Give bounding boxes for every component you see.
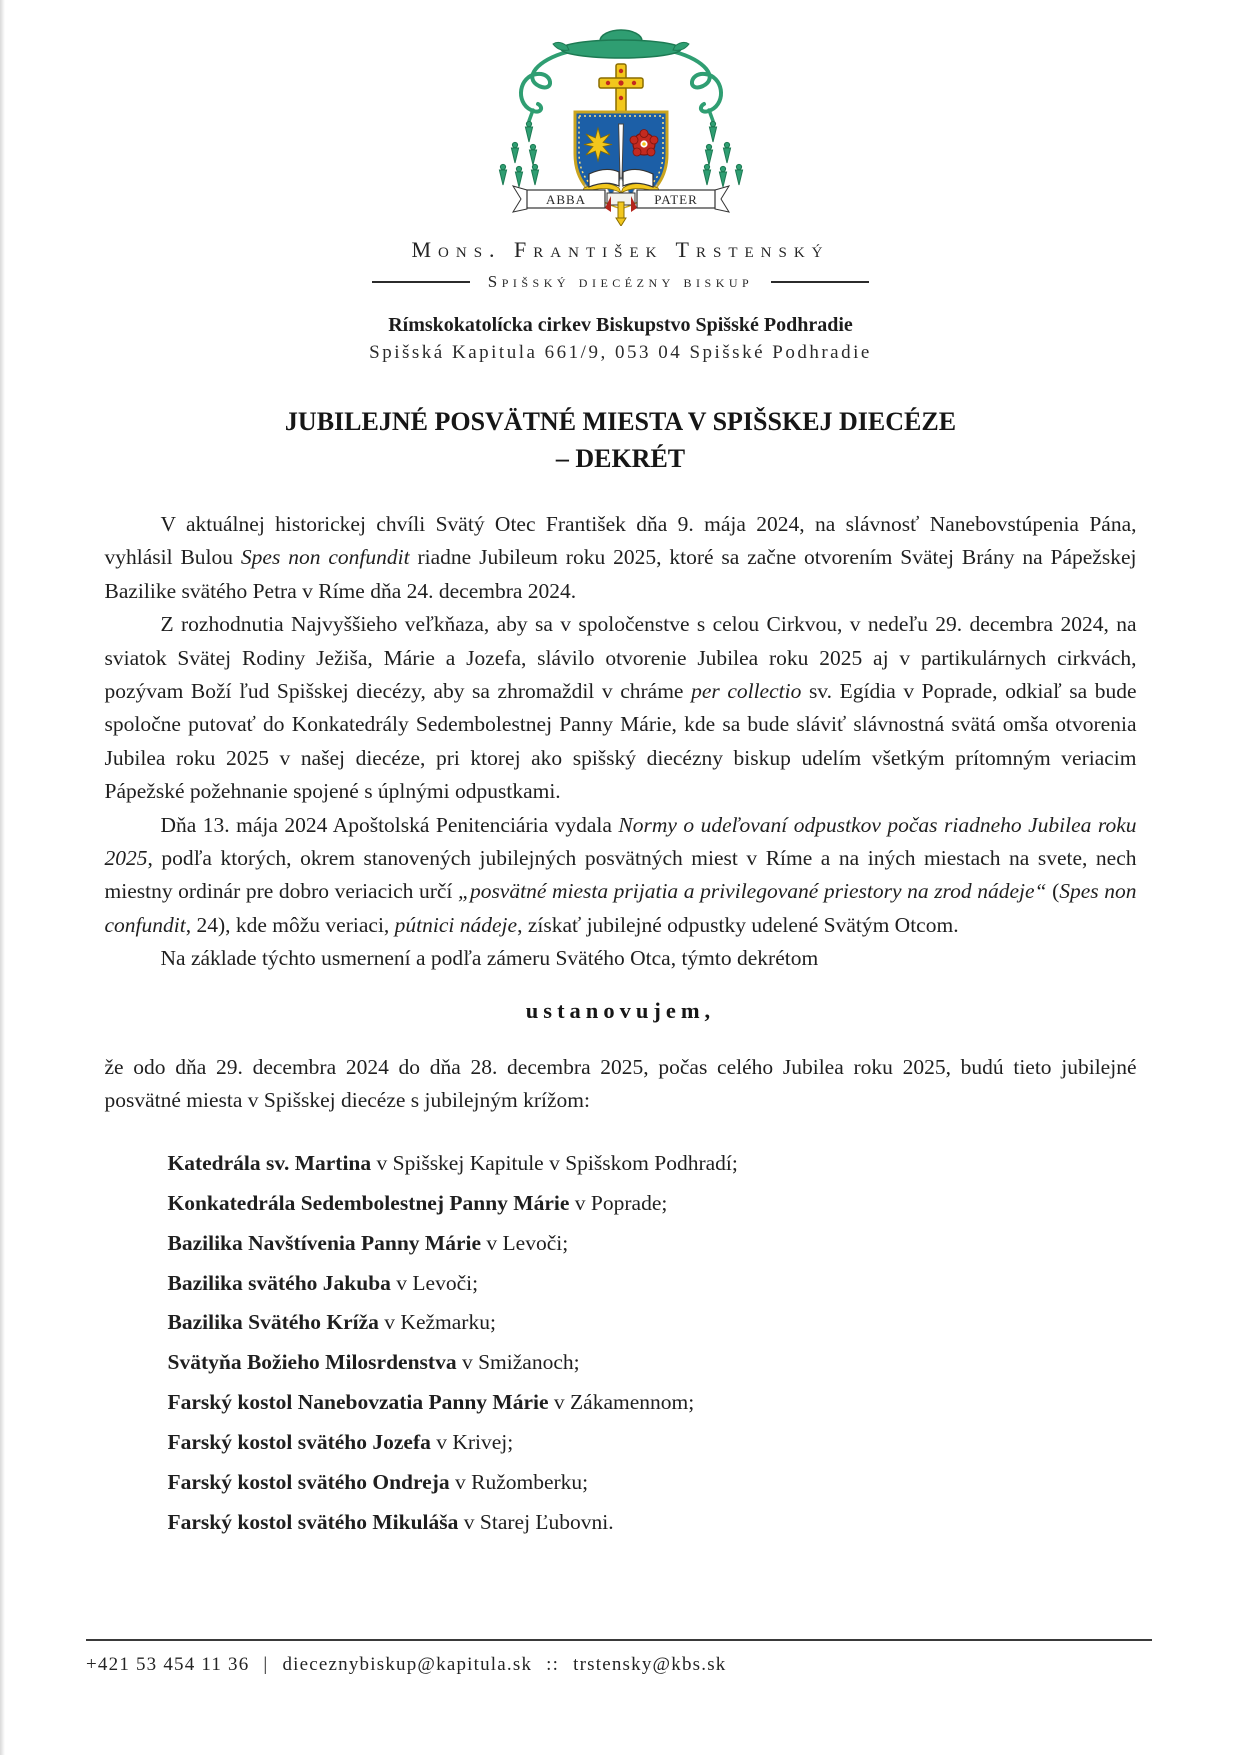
text-run: per collectio: [691, 678, 802, 703]
place-item: [168, 1423, 1137, 1463]
text-run: riadne Jubileum roku 2025, ktoré sa začne otvorením Svätej Brány na Pápežskej Bazilike svätého Petra v Ríme dňa 24. decembra 2024.: [104, 545, 1137, 603]
place-location: v Spišskej Kapitule v Spišskom Podhradí;: [371, 1150, 738, 1175]
text-run: , 24), kde môžu veriaci,: [185, 912, 395, 937]
place-location: v Poprade;: [569, 1190, 668, 1215]
place-location: v Ružomberku;: [449, 1470, 589, 1495]
place-name: Farský kostol svätého Ondreja: [167, 1470, 450, 1495]
page-footer: [86, 1639, 1152, 1676]
place-location: v Starej Ľubovni.: [458, 1510, 614, 1535]
right-rule: [771, 281, 869, 283]
place-name: Farský kostol svätého Jozefa: [167, 1430, 431, 1455]
text-run: „posvätné miesta prijatia a privilegované priestory na zrod nádeje“: [457, 879, 1047, 904]
place-location: v Smižanoch;: [456, 1350, 580, 1375]
text-run: Normy o udeľovaní odpustkov počas riadneho Jubilea roku 2025: [104, 812, 1137, 871]
bishop-name: Mons. František Trstenský: [411, 237, 830, 262]
footer-separator: |: [263, 1654, 269, 1675]
place-item: [168, 1144, 1137, 1184]
place-name: Farský kostol svätého Mikuláša: [167, 1510, 459, 1535]
document-title-line1: JUBILEJNÉ POSVÄTNÉ MIESTA V SPIŠSKEJ DIECÉZE: [284, 407, 957, 436]
place-name: Bazilika svätého Jakuba: [167, 1270, 391, 1295]
galero-hat-icon: [553, 30, 689, 58]
motto-pater: PATER: [653, 192, 698, 207]
place-location: v Zákamennom;: [548, 1390, 695, 1415]
place-item: [168, 1503, 1137, 1543]
organization-name: Rímskokatolícka cirkev Biskupstvo Spišské Podhradie: [388, 314, 853, 336]
place-name: Farský kostol Nanebovzatia Panny Márie: [167, 1390, 549, 1415]
text-run: V aktuálnej historickej chvíli Svätý Otec František dňa 9. mája 2024, na slávnosť Nanebovstúpenia Pána, vyhlásil Bulou: [104, 511, 1137, 570]
text-run: že odo dňa 29. decembra 2024 do dňa 28. decembra 2025, počas celého Jubilea roku 2025, budú tieto jubilejné posvätné miesta v Spišskej diecéze s jubilejným krížom:: [104, 1054, 1137, 1113]
left-rule: [372, 281, 470, 283]
place-item: [168, 1343, 1137, 1383]
place-location: v Krivej;: [430, 1430, 514, 1455]
place-item: [168, 1184, 1137, 1224]
place-item: [168, 1303, 1137, 1343]
place-item: [168, 1463, 1137, 1503]
document-title-line2: – DEKRÉT: [555, 443, 686, 473]
paragraph: [105, 809, 1137, 943]
place-location: v Levoči;: [390, 1270, 479, 1295]
paragraphs: [105, 508, 1137, 976]
coat-of-arms-graphic: [471, 26, 771, 226]
place-location: v Kežmarku;: [378, 1310, 496, 1335]
sword-icon: [618, 124, 623, 178]
motto-abba: ABBA: [545, 192, 586, 207]
email-diocese: dieceznybiskup@kapitula.sk: [282, 1654, 533, 1675]
place-location: v Levoči;: [481, 1230, 569, 1255]
document-body: [105, 508, 1137, 1544]
place-name: Svätyňa Božieho Milosrdenstva: [167, 1350, 457, 1375]
footer-separator-2: ::: [546, 1654, 560, 1675]
paragraph: [105, 508, 1137, 608]
text-run: , získať jubilejné odpustky udelené Svätým Otcom.: [517, 912, 959, 937]
declaration: ustanovujem,: [525, 997, 716, 1023]
text-run: Spes non confundit: [104, 879, 1137, 937]
text-run: (: [1046, 879, 1060, 904]
cross-icon: [599, 64, 643, 112]
subtitle-row: [0, 272, 1241, 292]
place-item: [168, 1264, 1137, 1304]
text-run: Z rozhodnutia Najvyššieho veľkňaza, aby sa v spoločenstve s celou Cirkvou, v nedeľu 29. decembra 2024, na sviatok Svätej Rodiny Ježiša, Márie a Jozefa, slávilo otvorenie Jubilea roku 2025 aj v partikulárnych cirkvách, pozývam Boží ľud Spišskej diecézy, aby sa zhromaždil v chráme: [104, 612, 1137, 703]
place-name: Katedrála sv. Martina: [167, 1150, 372, 1175]
text-run: , podľa ktorých, okrem stanovených jubilejných posvätných miest v Ríme a na iných miestach na svete, nech miestny ordinár pre dobro veriacich určí: [104, 846, 1137, 904]
place-name: Bazilika Navštívenia Panny Márie: [167, 1230, 482, 1255]
email-bishop: trstensky@kbs.sk: [573, 1654, 727, 1675]
text-run: Dňa 13. mája 2024 Apoštolská Penitenciária vydala: [160, 812, 619, 837]
text-run: Na základe týchto usmernení a podľa zámeru Svätého Otca, týmto dekrétom: [160, 946, 819, 971]
text-run: sv. Egídia v Poprade, odkiaľ sa bude spoločne putovať do Konkatedrály Sedembolestnej Panny Márie, kde sa bude sláviť slávnostná svätá omša otvorenia Jubilea roku 2025 v našej diecéze, pri ktorej ako spišský diecézny biskup udelím všetkým prítomným veriacim Pápežské požehnanie spojené s úplnými odpustkami.: [104, 678, 1137, 804]
paragraph: [105, 942, 1137, 975]
places-list: [168, 1144, 1137, 1544]
document-title: [0, 404, 1241, 478]
paragraph-after-declaration: [105, 1051, 1137, 1118]
coat-of-arms: [0, 0, 1241, 231]
place-item: [168, 1383, 1137, 1423]
text-run: Spes non confundit: [240, 545, 410, 570]
organization-address: Spišská Kapitula 661/9, 053 04 Spišské Podhradie: [369, 342, 872, 363]
phone-number: +421 53 454 11 36: [86, 1654, 250, 1675]
place-name: Konkatedrála Sedembolestnej Panny Márie: [167, 1190, 570, 1215]
place-name: Bazilika Svätého Kríža: [167, 1310, 379, 1335]
bishop-title: Spišský diecézny biskup: [487, 272, 754, 291]
text-run: pútnici nádeje: [394, 912, 518, 937]
place-item: [168, 1224, 1137, 1264]
paragraph: [105, 608, 1137, 809]
